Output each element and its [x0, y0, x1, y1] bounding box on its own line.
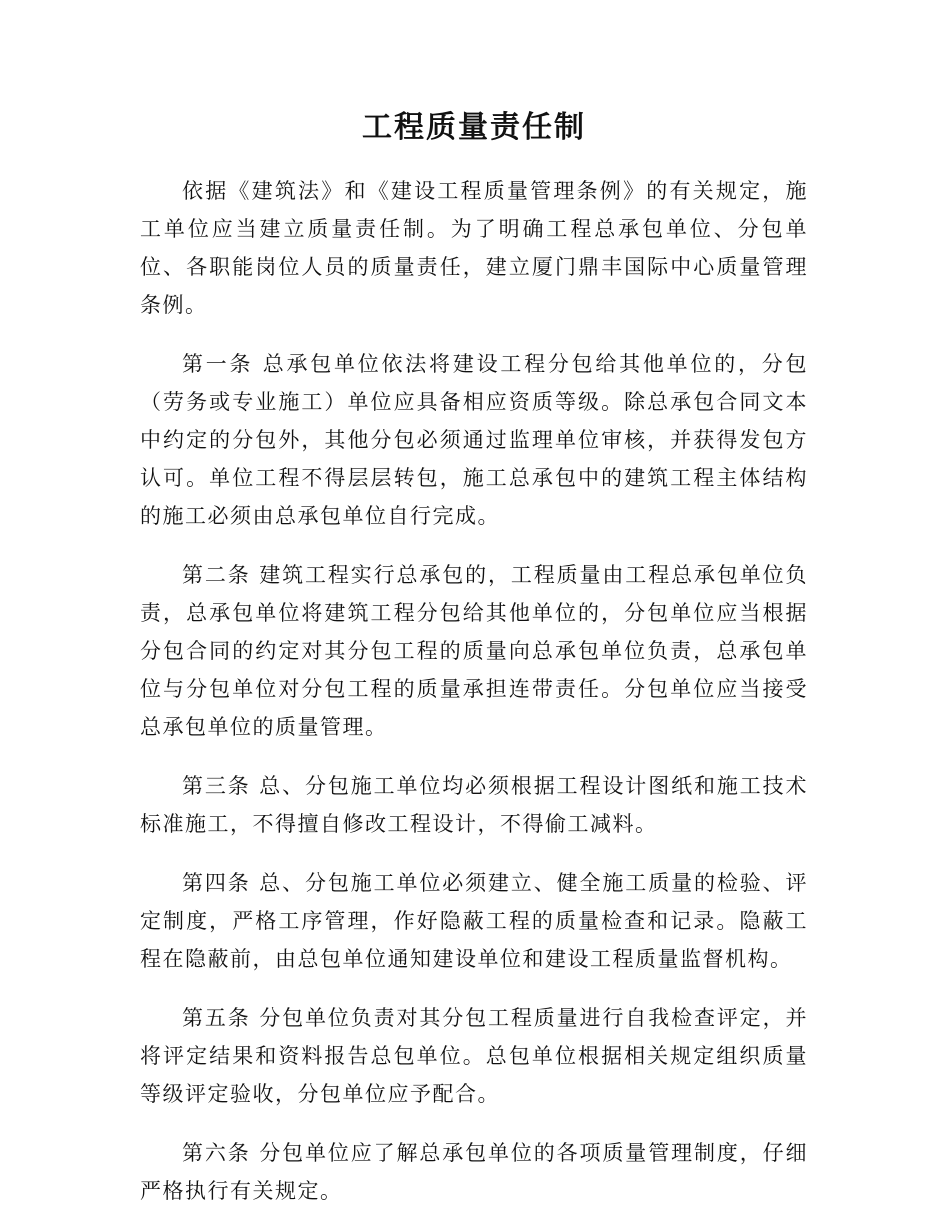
article-2-paragraph: 第二条 建筑工程实行总承包的，工程质量由工程总承包单位负责，总承包单位将建筑工程分包给其他单位的，分包单位应当根据分包合同的约定对其分包工程的质量向总承包单位负责，总承包单位与分包单位对分包工程的质量承担连带责任。分包单位应当接受总承包单位的质量管理。 — [140, 563, 808, 739]
article-1-paragraph: 第一条 总承包单位依法将建设工程分包给其他单位的，分包（劳务或专业施工）单位应具备相应资质等级。除总承包合同文本中约定的分包外，其他分包必须通过监理单位审核，并获得发包方认可。单位工程不得层层转包，施工总承包中的建筑工程主体结构的施工必须由总承包单位自行完成。 — [140, 352, 808, 528]
article-5-paragraph: 第五条 分包单位负责对其分包工程质量进行自我检查评定，并将评定结果和资料报告总包单位。总包单位根据相关规定组织质量等级评定验收，分包单位应予配合。 — [140, 1006, 808, 1106]
article-3-paragraph: 第三条 总、分包施工单位均必须根据工程设计图纸和施工技术标准施工，不得擅自修改工程设计，不得偷工减料。 — [140, 774, 808, 836]
article-6-paragraph: 第六条 分包单位应了解总承包单位的各项质量管理制度，仔细严格执行有关规定。 — [140, 1141, 808, 1203]
article-4-paragraph: 第四条 总、分包施工单位必须建立、健全施工质量的检验、评定制度，严格工序管理，作好隐蔽工程的质量检查和记录。隐蔽工程在隐蔽前，由总包单位通知建设单位和建设工程质量监督机构。 — [140, 871, 808, 971]
document-body — [140, 110, 808, 1231]
intro-paragraph: 依据《建筑法》和《建设工程质量管理条例》的有关规定，施工单位应当建立质量责任制。为了明确工程总承包单位、分包单位、各职能岗位人员的质量责任，建立厦门鼎丰国际中心质量管理条例。 — [140, 179, 808, 317]
document-title: 工程质量责任制 — [362, 110, 586, 145]
